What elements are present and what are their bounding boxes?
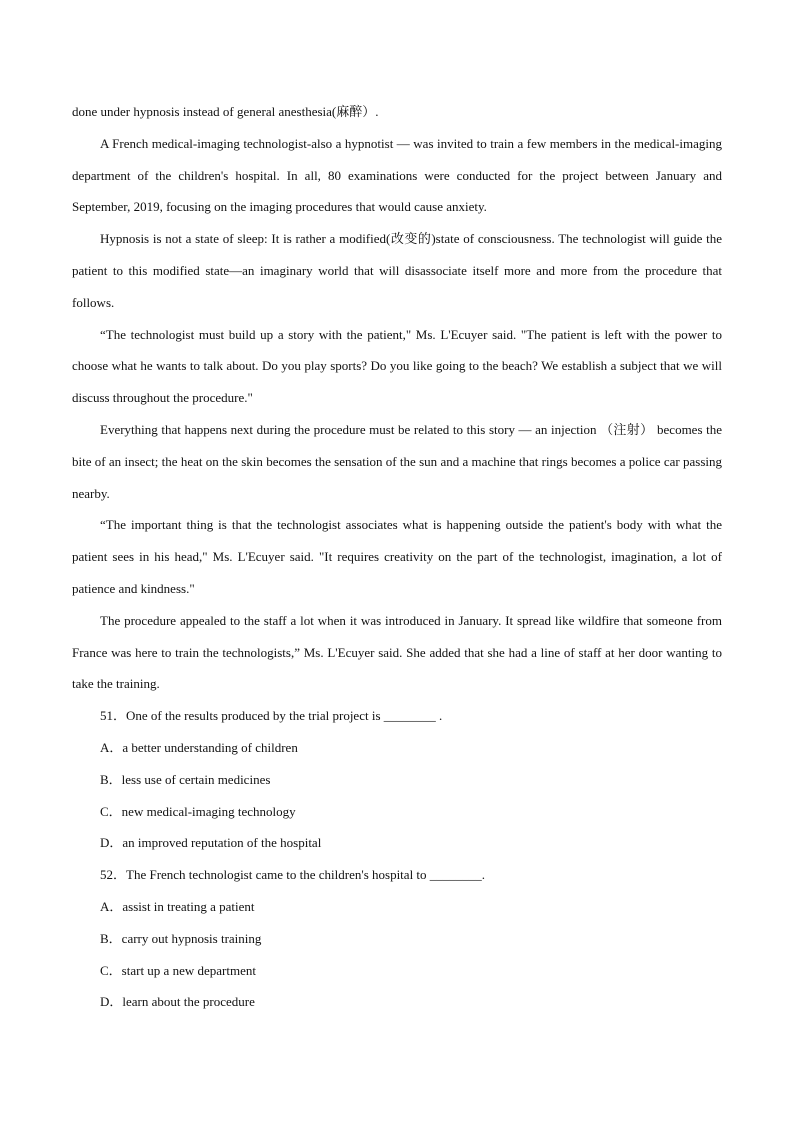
passage-paragraph-3: “The technologist must build up a story with the patient," Ms. L'Ecuyer said. "The patient is left with the power to choose what he wants to talk about. Do you play sports? Do you like going to the beach? We establish a subject that we will discuss throughout the procedure." bbox=[72, 326, 722, 406]
option-c: C．new medical-imaging technology bbox=[100, 803, 296, 819]
question-stem: 52．The French technologist came to the children's hospital to ________. bbox=[100, 867, 486, 883]
question-52 bbox=[72, 859, 722, 1018]
passage-paragraph-4: Everything that happens next during the procedure must be related to this story — an injection （注射） becomes the bite of an insect; the heat on the skin becomes the sensation of the sun and a machine that rings becomes a police car passing nearby. bbox=[72, 421, 722, 501]
option-c: C．start up a new department bbox=[100, 962, 256, 978]
question-stem: 51．One of the results produced by the trial project is ________ . bbox=[100, 708, 443, 724]
passage-paragraph-0: done under hypnosis instead of general anesthesia(麻醉）. bbox=[72, 104, 379, 119]
option-b: B．less use of certain medicines bbox=[100, 771, 271, 787]
option-b: B．carry out hypnosis training bbox=[100, 930, 262, 946]
passage-paragraph-2: Hypnosis is not a state of sleep: It is rather a modified(改变的)state of consciousness. The technologist will guide the patient to this modified state—an imaginary world that will disassociate itself more and more from the procedure that follows. bbox=[72, 231, 722, 310]
passage-paragraph-5: “The important thing is that the technologist associates what is happening outside the patient's body with what the patient sees in his head," Ms. L'Ecuyer said. "It requires creativity on the part of the technologist, imagination, a lot of patience and kindness." bbox=[72, 517, 722, 596]
question-51 bbox=[72, 700, 722, 859]
option-a: A．a better understanding of children bbox=[100, 739, 298, 755]
option-d: D．learn about the procedure bbox=[100, 994, 255, 1010]
passage-paragraph-1: A French medical-imaging technologist-also a hypnotist — was invited to train a few members in the medical-imaging department of the children's hospital. In all, 80 examinations were conducted for the project between January and September, 2019, focusing on the imaging procedures that would cause anxiety. bbox=[72, 135, 722, 215]
passage-paragraph-6: The procedure appealed to the staff a lot when it was introduced in January. It spread like wildfire that someone from France was here to train the technologists,” Ms. L'Ecuyer said. She added that she had a line of staff at her door wanting to take the training. bbox=[72, 612, 722, 692]
option-a: A．assist in treating a patient bbox=[100, 898, 255, 914]
document-page bbox=[72, 96, 722, 1018]
option-d: D．an improved reputation of the hospital bbox=[100, 835, 322, 851]
